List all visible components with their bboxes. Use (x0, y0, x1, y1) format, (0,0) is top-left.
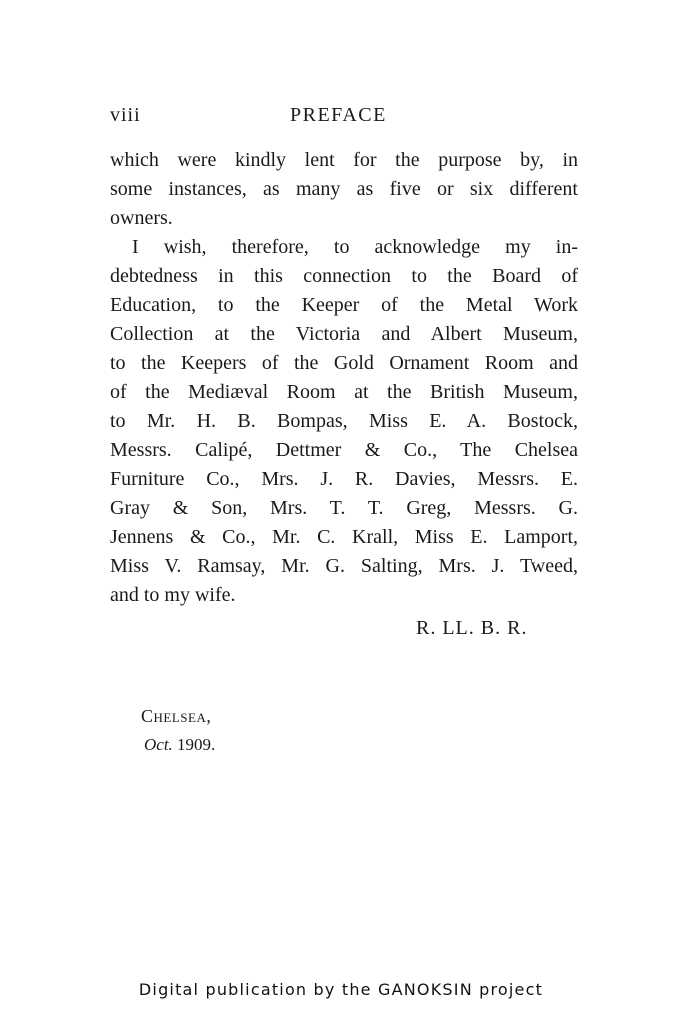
author-initials: R. LL. B. R. (416, 617, 528, 639)
preface-body (110, 146, 578, 610)
text-line: Furniture Co., Mrs. J. R. Davies, Messrs. E. (110, 468, 578, 490)
text-line: debtedness in this connection to the Board of (110, 265, 578, 287)
text-line: which were kindly lent for the purpose by, in (110, 149, 578, 171)
text-line: and to my wife. (110, 584, 236, 606)
running-head: PREFACE (290, 104, 387, 126)
text-line: Miss V. Ramsay, Mr. G. Salting, Mrs. J. Tweed, (110, 555, 578, 577)
text-line: to Mr. H. B. Bompas, Miss E. A. Bostock, (110, 410, 578, 432)
text-line: I wish, therefore, to acknowledge my in- (132, 236, 578, 258)
dateline-place: Chelsea, (141, 706, 212, 726)
text-line: some instances, as many as five or six different (110, 178, 578, 200)
page-header (110, 104, 580, 132)
publication-credit: Digital publication by the GANOKSIN project (138, 980, 544, 999)
text-line: to the Keepers of the Gold Ornament Room and (110, 352, 578, 374)
dateline-year: 1909. (177, 735, 216, 754)
text-line: owners. (110, 207, 173, 229)
text-line: Gray & Son, Mrs. T. T. Greg, Messrs. G. (110, 497, 578, 519)
text-line: Education, to the Keeper of the Metal Work (110, 294, 578, 316)
page-number: viii (110, 104, 141, 126)
text-line: Collection at the Victoria and Albert Museum, (110, 323, 578, 345)
dateline-month: Oct. (144, 735, 173, 754)
dateline-date (144, 735, 215, 755)
text-line: Messrs. Calipé, Dettmer & Co., The Chelsea (110, 439, 578, 461)
text-line: Jennens & Co., Mr. C. Krall, Miss E. Lamport, (110, 526, 578, 548)
text-line: of the Mediæval Room at the British Museum, (110, 381, 578, 403)
